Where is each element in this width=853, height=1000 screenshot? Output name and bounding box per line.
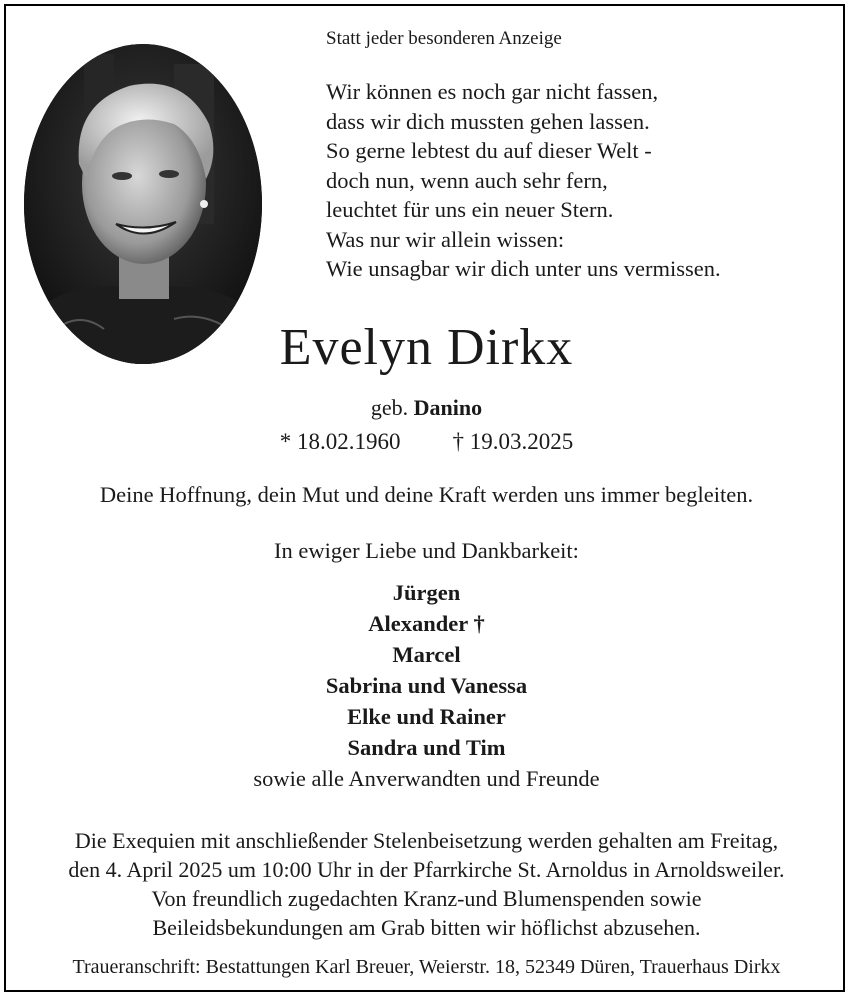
poem-line: leuchtet für uns ein neuer Stern. [326, 197, 614, 222]
birth-name-value: Danino [413, 395, 483, 420]
header-note: Statt jeder besonderen Anzeige [326, 28, 562, 49]
poem-line: Wir können es noch gar nicht fassen, [326, 79, 659, 104]
deceased-name [0, 318, 853, 377]
service-line: Die Exequien mit anschließender Stelenbeisetzung werden gehalten am Freitag, [74, 828, 779, 853]
mourner: Alexander † [368, 611, 485, 636]
motto: Deine Hoffnung, dein Mut und deine Kraft werden uns immer begleiten. [99, 482, 754, 507]
portrait-photo [24, 44, 262, 364]
birth-name [0, 395, 853, 421]
mourner: Sabrina und Vanessa [325, 673, 528, 698]
service-line: Beileidsbekundungen am Grab bitten wir höflichst abzusehen. [152, 915, 701, 940]
life-dates [0, 429, 853, 455]
birth-date: * 18.02.1960 [279, 429, 401, 454]
birth-prefix: geb. [370, 395, 409, 420]
mourner: Elke und Rainer [347, 704, 506, 729]
mourner: Sandra und Tim [347, 735, 506, 760]
service-line: den 4. April 2025 um 10:00 Uhr in der Pfarrkirche St. Arnoldus in Arnoldsweiler. [68, 857, 785, 882]
poem-line: Was nur wir allein wissen: [326, 226, 565, 252]
poem [326, 77, 721, 284]
mourning-address: Traueranschrift: Bestattungen Karl Breuer, Weierstr. 18, 52349 Düren, Trauerhaus Dirkx [72, 956, 781, 978]
mourners-list [0, 577, 853, 794]
poem-line: So gerne lebtest du auf dieser Welt - [326, 138, 652, 163]
poem-line: doch nun, wenn auch sehr fern, [326, 167, 608, 193]
service-info [0, 826, 853, 942]
mourner: Marcel [392, 642, 461, 667]
poem-line: dass wir dich mussten gehen lassen. [326, 108, 650, 134]
deceased-name-text: Evelyn Dirkx [279, 319, 574, 376]
thanks-line: In ewiger Liebe und Dankbarkeit: [274, 538, 579, 563]
service-line: Von freundlich zugedachten Kranz-und Blumenspenden sowie [151, 886, 702, 911]
poem-line: Wie unsagbar wir dich unter uns vermissen. [326, 256, 721, 281]
death-date: † 19.03.2025 [452, 429, 574, 454]
relatives-line: sowie alle Anverwandten und Freunde [253, 766, 600, 791]
mourner: Jürgen [392, 580, 461, 605]
